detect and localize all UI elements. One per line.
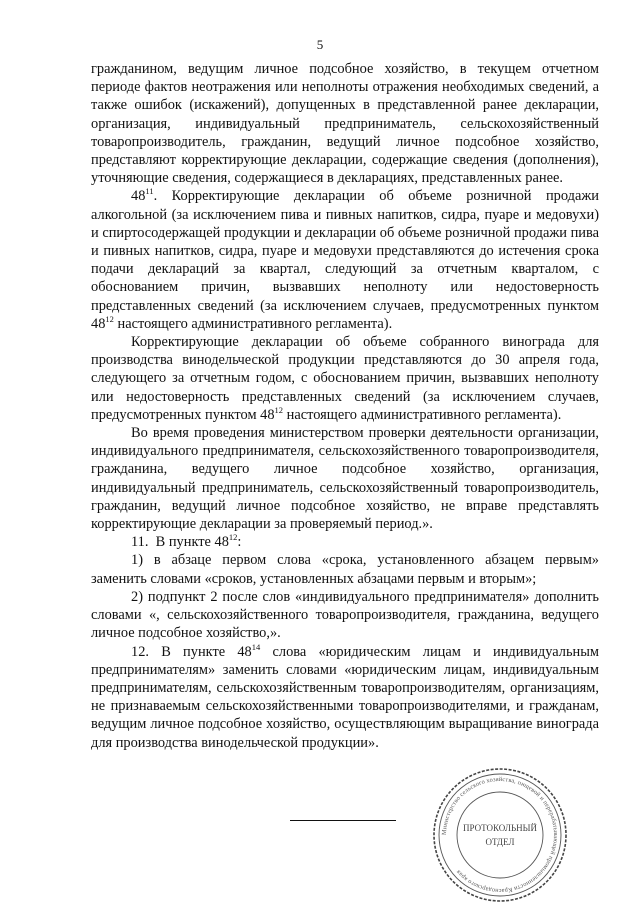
paragraph-text: настоящего административного регламента). <box>283 406 562 423</box>
superscript-number: 14 <box>251 641 261 652</box>
page-number: 5 <box>316 37 324 52</box>
paragraph-text: гражданином, ведущим личное подсобное хозяйство, в текущем отчетном периоде фактов неотражения или неполноты отражения необходимых сведений, а также ошибок (искажений), допущенных в представленной ранее декларации, организация, индивидуальный предприниматель, сельскохозяйственный товаропроизводитель, гражданин, ведущий личное подсобное хозяйство, представляют корректирующие декларации, содержащие сведения (дополнения), уточняющие сведения, содержащиеся в декларациях, представленных ранее. <box>91 61 599 187</box>
paragraph-p7 <box>91 588 599 643</box>
superscript-number: 12 <box>228 532 238 543</box>
stamp-center-line-2: ОТДЕЛ <box>485 837 515 847</box>
paragraph-text: : <box>237 534 242 551</box>
paragraph-p1 <box>91 60 599 187</box>
official-stamp <box>430 765 570 905</box>
superscript-number: 11 <box>145 186 154 197</box>
paragraph-text: слова «юридическим лицам и индивидуальным предпринимателям» заменить словами «юридическим лицам, индивидуальным предпринимателям, сельскохозяйственным товаропроизводителям, организациям, не признаваемым сельскохозяйственными товаропроизводителями, и гражданам, ведущим личное подсобное хозяйство, осуществляющим выращивание винограда для производства винодельческой продукции». <box>91 643 599 751</box>
paragraph-text: Корректирующие декларации об объеме собранного винограда для производства винодельческой продукции представляются до 30 апреля года, следующего за отчетным годом, с обоснованием причин, вызвавших неполноту или недостоверность представленных сведений (за исключением случаев, предусмотренных пунктом 48 <box>91 334 599 423</box>
paragraph-text: 11. В пункте 48 <box>131 534 229 551</box>
paragraph-text: 2) подпункт 2 после слов «индивидуального предпринимателя» дополнить словами «, сельскохозяйственного товаропроизводителя, гражданина, ведущего личное подсобное хозяйство,». <box>91 588 599 642</box>
superscript-number: 12 <box>105 313 114 324</box>
stamp-ring-text: Министерство сельского хозяйства, пищевой и перерабатывающей промышленности Краснодарского края <box>440 775 560 895</box>
paragraph-text: . Корректирующие декларации об объеме розничной продажи алкогольной (за исключением пива и пивных напитков, сидра, пуаре и медовухи) и спиртосодержащей продукции и декларации об объеме розничной продажи пива и пивных напитков, сидра, пуаре и медовухи представляются до истечения срока подачи деклараций за квартал, следующий за отчетным кварталом, с обоснованием причин, вызвавших неполноту или недостоверность представленных сведений (за исключением случаев, предусмотренных пунктом 48 <box>91 188 599 332</box>
stamp-center-line-1: ПРОТОКОЛЬНЫЙ <box>463 823 537 833</box>
superscript-number: 12 <box>274 404 284 415</box>
paragraph-p4 <box>91 424 599 533</box>
paragraph-text: 48 <box>131 188 146 205</box>
paragraph-text: 12. В пункте 48 <box>131 643 252 660</box>
paragraph-p5 <box>91 533 599 551</box>
paragraph-p2 <box>91 187 599 333</box>
svg-text:Министерство сельского хозяйст <box>441 776 559 894</box>
paragraph-text: Во время проведения министерством проверки деятельности организации, индивидуального предпринимателя, сельскохозяйственного товаропроизводителя, гражданина, ведущего личное подсобное хозяйство, организация, индивидуальный предприниматель, сельскохозяйственный товаропроизводитель, гражданин, ведущий личное подсобное хозяйство, не вправе представлять корректирующие декларации за проверяемый период.». <box>91 425 599 533</box>
document-body <box>91 60 599 752</box>
paragraph-text: настоящего административного регламента). <box>113 315 393 332</box>
signature-line <box>290 820 396 821</box>
paragraph-p6 <box>91 551 599 587</box>
paragraph-text: 1) в абзаце первом слова «срока, установленного абзацем первым» заменить словами «сроков, установленных абзацами первым и вторым»; <box>91 552 599 587</box>
paragraph-p8 <box>91 643 599 752</box>
paragraph-p3 <box>91 333 599 424</box>
